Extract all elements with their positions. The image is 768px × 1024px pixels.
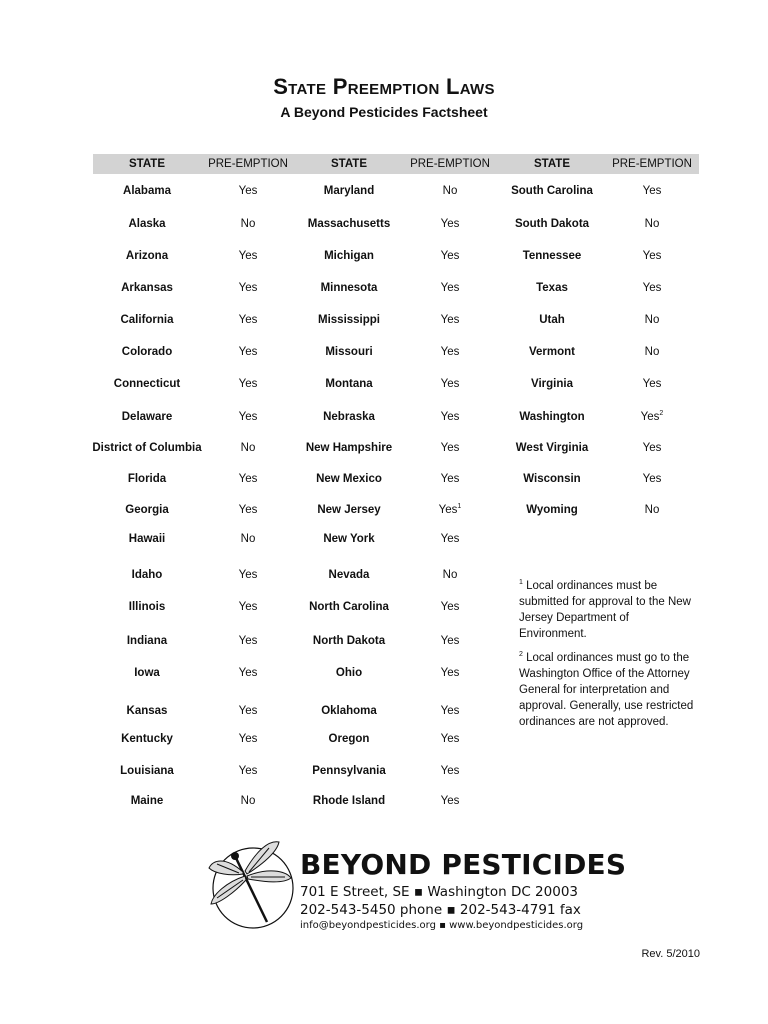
preemption-value	[643, 249, 662, 263]
preemption-value	[645, 217, 660, 231]
preemption-value	[643, 377, 662, 391]
state-name: Arizona	[125, 250, 169, 262]
preemption-value	[645, 503, 660, 517]
preemption-text: Yes	[642, 378, 662, 390]
table-header	[93, 154, 699, 174]
preemption-value	[441, 600, 460, 614]
preemption-value	[239, 313, 258, 327]
preemption-value	[239, 281, 258, 295]
preemption-value	[239, 472, 258, 486]
preemption-text: Yes	[440, 411, 460, 423]
state-name: Oregon	[328, 733, 370, 745]
preemption-text: No	[442, 185, 458, 197]
state-name: Colorado	[121, 346, 173, 358]
preemption-value	[439, 503, 462, 517]
org-name: BEYOND PESTICIDES	[300, 848, 627, 881]
preemption-value	[441, 377, 460, 391]
preemption-text: Yes	[238, 601, 258, 613]
preemption-value	[641, 410, 664, 424]
state-name: Tennessee	[522, 250, 582, 262]
beyond-pesticides-logo	[205, 838, 627, 936]
state-name: New Mexico	[316, 473, 382, 485]
state-name: Delaware	[121, 411, 173, 423]
preemption-value	[441, 441, 460, 455]
state-name: Kentucky	[121, 733, 173, 745]
preemption-text: Yes	[238, 378, 258, 390]
preemption-text: Yes	[238, 569, 258, 581]
state-name: North Carolina	[309, 601, 389, 613]
preemption-text: Yes	[440, 473, 460, 485]
preemption-text: No	[442, 569, 458, 581]
org-address: 701 E Street, SE ▪ Washington DC 20003	[300, 884, 578, 900]
preemption-value	[441, 345, 460, 359]
preemption-text: No	[240, 795, 256, 807]
preemption-text: Yes	[238, 635, 258, 647]
state-name: Montana	[325, 378, 373, 390]
state-name: North Dakota	[312, 635, 386, 647]
footnote-text: Local ordinances must go to the Washington Office of the Attorney General for interpretation and approval. Generally, use restricted ordinances are not approved.	[519, 652, 694, 728]
preemption-value	[239, 249, 258, 263]
preemption-value	[241, 532, 256, 546]
state-name: Wyoming	[526, 504, 578, 516]
preemption-text: Yes	[642, 442, 662, 454]
preemption-value	[441, 532, 460, 546]
state-name: Illinois	[128, 601, 166, 613]
preemption-text: No	[240, 218, 256, 230]
preemption-value	[441, 794, 460, 808]
state-name: Pennsylvania	[312, 765, 386, 777]
preemption-value	[239, 634, 258, 648]
preemption-text: Yes	[238, 705, 258, 717]
footnote-ref: 1	[457, 503, 462, 511]
preemption-value	[645, 313, 660, 327]
state-name: Oklahoma	[321, 705, 377, 717]
preemption-text: Yes	[640, 411, 660, 423]
footnote-ref: 2	[659, 410, 664, 418]
header-preemption-1: PRE-EMPTION	[208, 158, 288, 170]
preemption-value	[239, 410, 258, 424]
preemption-value	[239, 732, 258, 746]
state-name: Alaska	[128, 218, 166, 230]
state-name: Indiana	[126, 635, 168, 647]
preemption-value	[643, 441, 662, 455]
revision-date: Rev. 5/2010	[641, 948, 700, 960]
footnote-mark: 1	[519, 579, 523, 587]
footnote-2	[519, 650, 694, 730]
header-preemption-2: PRE-EMPTION	[410, 158, 490, 170]
state-name: Maine	[130, 795, 164, 807]
preemption-text: No	[644, 314, 660, 326]
preemption-value	[239, 568, 258, 582]
preemption-text: Yes	[440, 314, 460, 326]
state-name: Iowa	[134, 667, 160, 679]
preemption-value	[441, 634, 460, 648]
preemption-text: No	[644, 504, 660, 516]
footnote-1	[519, 578, 694, 642]
preemption-text: Yes	[440, 346, 460, 358]
state-name: Connecticut	[113, 378, 181, 390]
preemption-text: Yes	[440, 667, 460, 679]
preemption-value	[441, 217, 460, 231]
preemption-text: Yes	[238, 314, 258, 326]
preemption-value	[643, 472, 662, 486]
preemption-text: Yes	[238, 667, 258, 679]
preemption-value	[239, 600, 258, 614]
preemption-value	[239, 764, 258, 778]
preemption-value	[441, 313, 460, 327]
preemption-text: No	[644, 346, 660, 358]
preemption-value	[239, 345, 258, 359]
header-state-1: STATE	[129, 158, 165, 170]
state-name: Massachusetts	[307, 218, 391, 230]
state-name: Hawaii	[128, 533, 166, 545]
preemption-text: Yes	[238, 733, 258, 745]
dragonfly-icon	[205, 838, 297, 936]
state-name: Alabama	[123, 185, 171, 197]
preemption-text: Yes	[440, 442, 460, 454]
preemption-text: Yes	[440, 601, 460, 613]
preemption-text: Yes	[238, 411, 258, 423]
state-name: Mississippi	[318, 314, 380, 326]
preemption-value	[643, 184, 662, 198]
preemption-value	[239, 503, 258, 517]
preemption-value	[239, 377, 258, 391]
preemption-text: No	[644, 218, 660, 230]
state-name: New Jersey	[317, 504, 381, 516]
preemption-value	[441, 732, 460, 746]
preemption-text: Yes	[440, 250, 460, 262]
preemption-value	[441, 249, 460, 263]
page-subtitle: A Beyond Pesticides Factsheet	[280, 104, 488, 120]
preemption-value	[239, 184, 258, 198]
state-name: Georgia	[125, 504, 169, 516]
preemption-value	[645, 345, 660, 359]
preemption-text: Yes	[440, 635, 460, 647]
preemption-value	[441, 704, 460, 718]
preemption-text: Yes	[238, 765, 258, 777]
state-name: Utah	[539, 314, 565, 326]
preemption-text: Yes	[438, 504, 458, 516]
state-name: New York	[323, 533, 375, 545]
header-state-3: STATE	[534, 158, 570, 170]
preemption-value	[239, 666, 258, 680]
state-name: Wisconsin	[523, 473, 581, 485]
state-name: Minnesota	[320, 282, 378, 294]
preemption-value	[239, 704, 258, 718]
preemption-value	[643, 281, 662, 295]
state-name: Ohio	[335, 667, 363, 679]
state-name: Louisiana	[120, 765, 174, 777]
preemption-text: Yes	[238, 473, 258, 485]
state-name: Maryland	[323, 185, 375, 197]
preemption-text: Yes	[238, 504, 258, 516]
preemption-text: Yes	[440, 282, 460, 294]
preemption-value	[443, 568, 458, 582]
preemption-text: Yes	[440, 795, 460, 807]
state-name: Washington	[519, 411, 585, 423]
preemption-value	[441, 472, 460, 486]
state-name: Rhode Island	[312, 795, 386, 807]
preemption-text: No	[240, 442, 256, 454]
org-phones: 202-543-5450 phone ▪ 202-543-4791 fax	[300, 902, 581, 918]
preemption-text: No	[240, 533, 256, 545]
state-name: West Virginia	[515, 442, 589, 454]
preemption-value	[441, 666, 460, 680]
preemption-text: Yes	[642, 250, 662, 262]
preemption-value	[443, 184, 458, 198]
state-name: Nevada	[328, 569, 370, 581]
state-name: New Hampshire	[305, 442, 393, 454]
preemption-value	[441, 764, 460, 778]
footnote-text: Local ordinances must be submitted for approval to the New Jersey Department of Environment.	[519, 580, 691, 640]
state-name: Nebraska	[323, 411, 375, 423]
preemption-value	[441, 410, 460, 424]
preemption-text: Yes	[238, 346, 258, 358]
header-state-2: STATE	[331, 158, 367, 170]
state-name: Virginia	[531, 378, 573, 390]
state-name: Kansas	[126, 705, 168, 717]
preemption-value	[241, 441, 256, 455]
state-name: Arkansas	[121, 282, 173, 294]
preemption-value	[441, 281, 460, 295]
preemption-text: Yes	[440, 705, 460, 717]
preemption-text: Yes	[440, 378, 460, 390]
preemption-text: Yes	[440, 533, 460, 545]
preemption-text: Yes	[440, 765, 460, 777]
header-preemption-3: PRE-EMPTION	[612, 158, 692, 170]
org-web: info@beyondpesticides.org ▪ www.beyondpesticides.org	[300, 920, 584, 931]
preemption-text: Yes	[238, 282, 258, 294]
state-name: Idaho	[131, 569, 163, 581]
preemption-value	[241, 217, 256, 231]
footnote-mark: 2	[519, 651, 523, 659]
state-name: Missouri	[325, 346, 373, 358]
state-name: Michigan	[324, 250, 374, 262]
state-name: Vermont	[528, 346, 576, 358]
state-name: South Carolina	[511, 185, 593, 197]
preemption-text: Yes	[440, 733, 460, 745]
state-name: California	[120, 314, 174, 326]
preemption-text: Yes	[238, 250, 258, 262]
state-name: District of Columbia	[92, 442, 202, 454]
page-title: State Preemption Laws	[273, 74, 495, 99]
preemption-text: Yes	[440, 218, 460, 230]
preemption-text: Yes	[642, 185, 662, 197]
preemption-text: Yes	[642, 473, 662, 485]
preemption-text: Yes	[642, 282, 662, 294]
preemption-text: Yes	[238, 185, 258, 197]
preemption-value	[241, 794, 256, 808]
state-name: South Dakota	[514, 218, 590, 230]
state-name: Texas	[536, 282, 568, 294]
state-name: Florida	[127, 473, 167, 485]
